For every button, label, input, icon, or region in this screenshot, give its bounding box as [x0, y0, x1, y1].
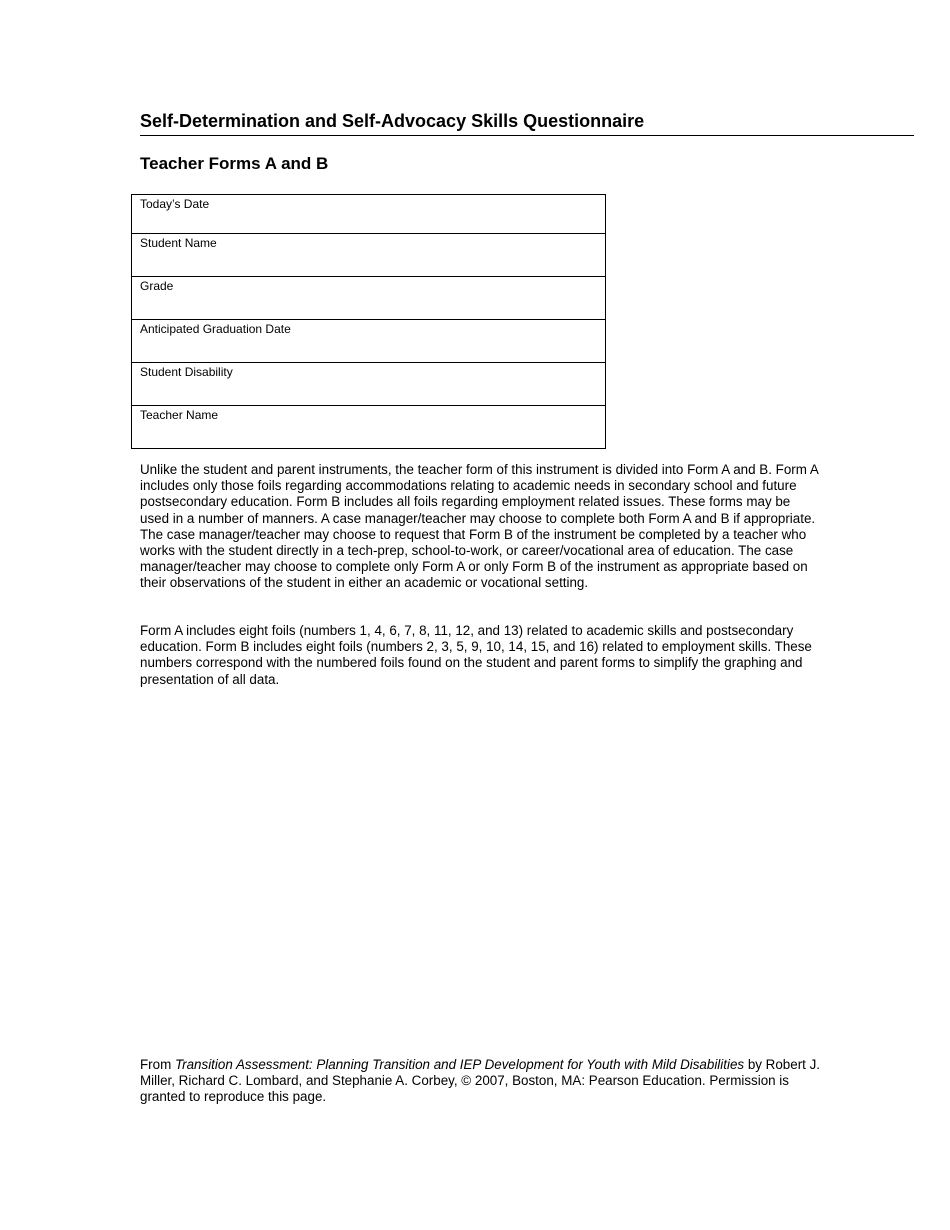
field-label-graduation-date: Anticipated Graduation Date [140, 322, 291, 336]
field-label-student-disability: Student Disability [140, 365, 233, 379]
form-row-todays-date[interactable] [132, 195, 605, 233]
field-label-student-name: Student Name [140, 236, 217, 250]
form-row-student-name[interactable] [132, 233, 605, 276]
page-title: Self-Determination and Self-Advocacy Skills Questionnaire [140, 111, 645, 131]
page-subtitle: Teacher Forms A and B [140, 154, 329, 173]
citation-prefix: From [140, 1057, 175, 1072]
citation-footer [140, 1057, 820, 1106]
citation-book-title: Transition Assessment: Planning Transition and IEP Development for Youth with Mild Disabilities [174, 1057, 745, 1072]
form-row-teacher-name[interactable] [132, 405, 605, 448]
form-row-graduation-date[interactable] [132, 319, 605, 362]
field-label-teacher-name: Teacher Name [140, 408, 219, 422]
student-info-form [131, 194, 606, 449]
body-paragraph-2: Form A includes eight foils (numbers 1, 4, 6, 7, 8, 11, 12, and 13) related to academic skills and postsecondary education. Form B includes eight foils (numbers 2, 3, 5, 9, 10, 14, 15, and 16) related to employment skills. These numbers correspond with the numbered foils found on the student and parent forms to simplify the graphing and presentation of all data. [140, 623, 812, 687]
form-row-grade[interactable] [132, 276, 605, 319]
form-row-student-disability[interactable] [132, 362, 605, 405]
citation-suffix: by Robert J. Miller, Richard C. Lombard, and Stephanie A. Corbey, © 2007, Boston, MA: Pearson Education. Permission is granted to reproduce this page. [140, 1057, 821, 1105]
body-paragraph-1: Unlike the student and parent instruments, the teacher form of this instrument is divided into Form A and B. Form A includes only those foils regarding accommodations relating to academic needs in secondary school and future postsecondary education. Form B includes all foils regarding employment related issues. These forms may be used in a number of manners. A case manager/teacher may choose to complete both Form A and B if appropriate. The case manager/teacher may choose to request that Form B of the instrument be completed by a teacher who works with the student directly in a tech-prep, school-to-work, or career/vocational area of education. The case manager/teacher may choose to complete only Form A or only Form B of the instrument as appropriate based on their observations of the student in either an academic or vocational setting. [140, 462, 819, 591]
title-divider [140, 135, 914, 136]
field-label-grade: Grade [140, 279, 174, 293]
field-label-todays-date: Today’s Date [140, 197, 210, 211]
